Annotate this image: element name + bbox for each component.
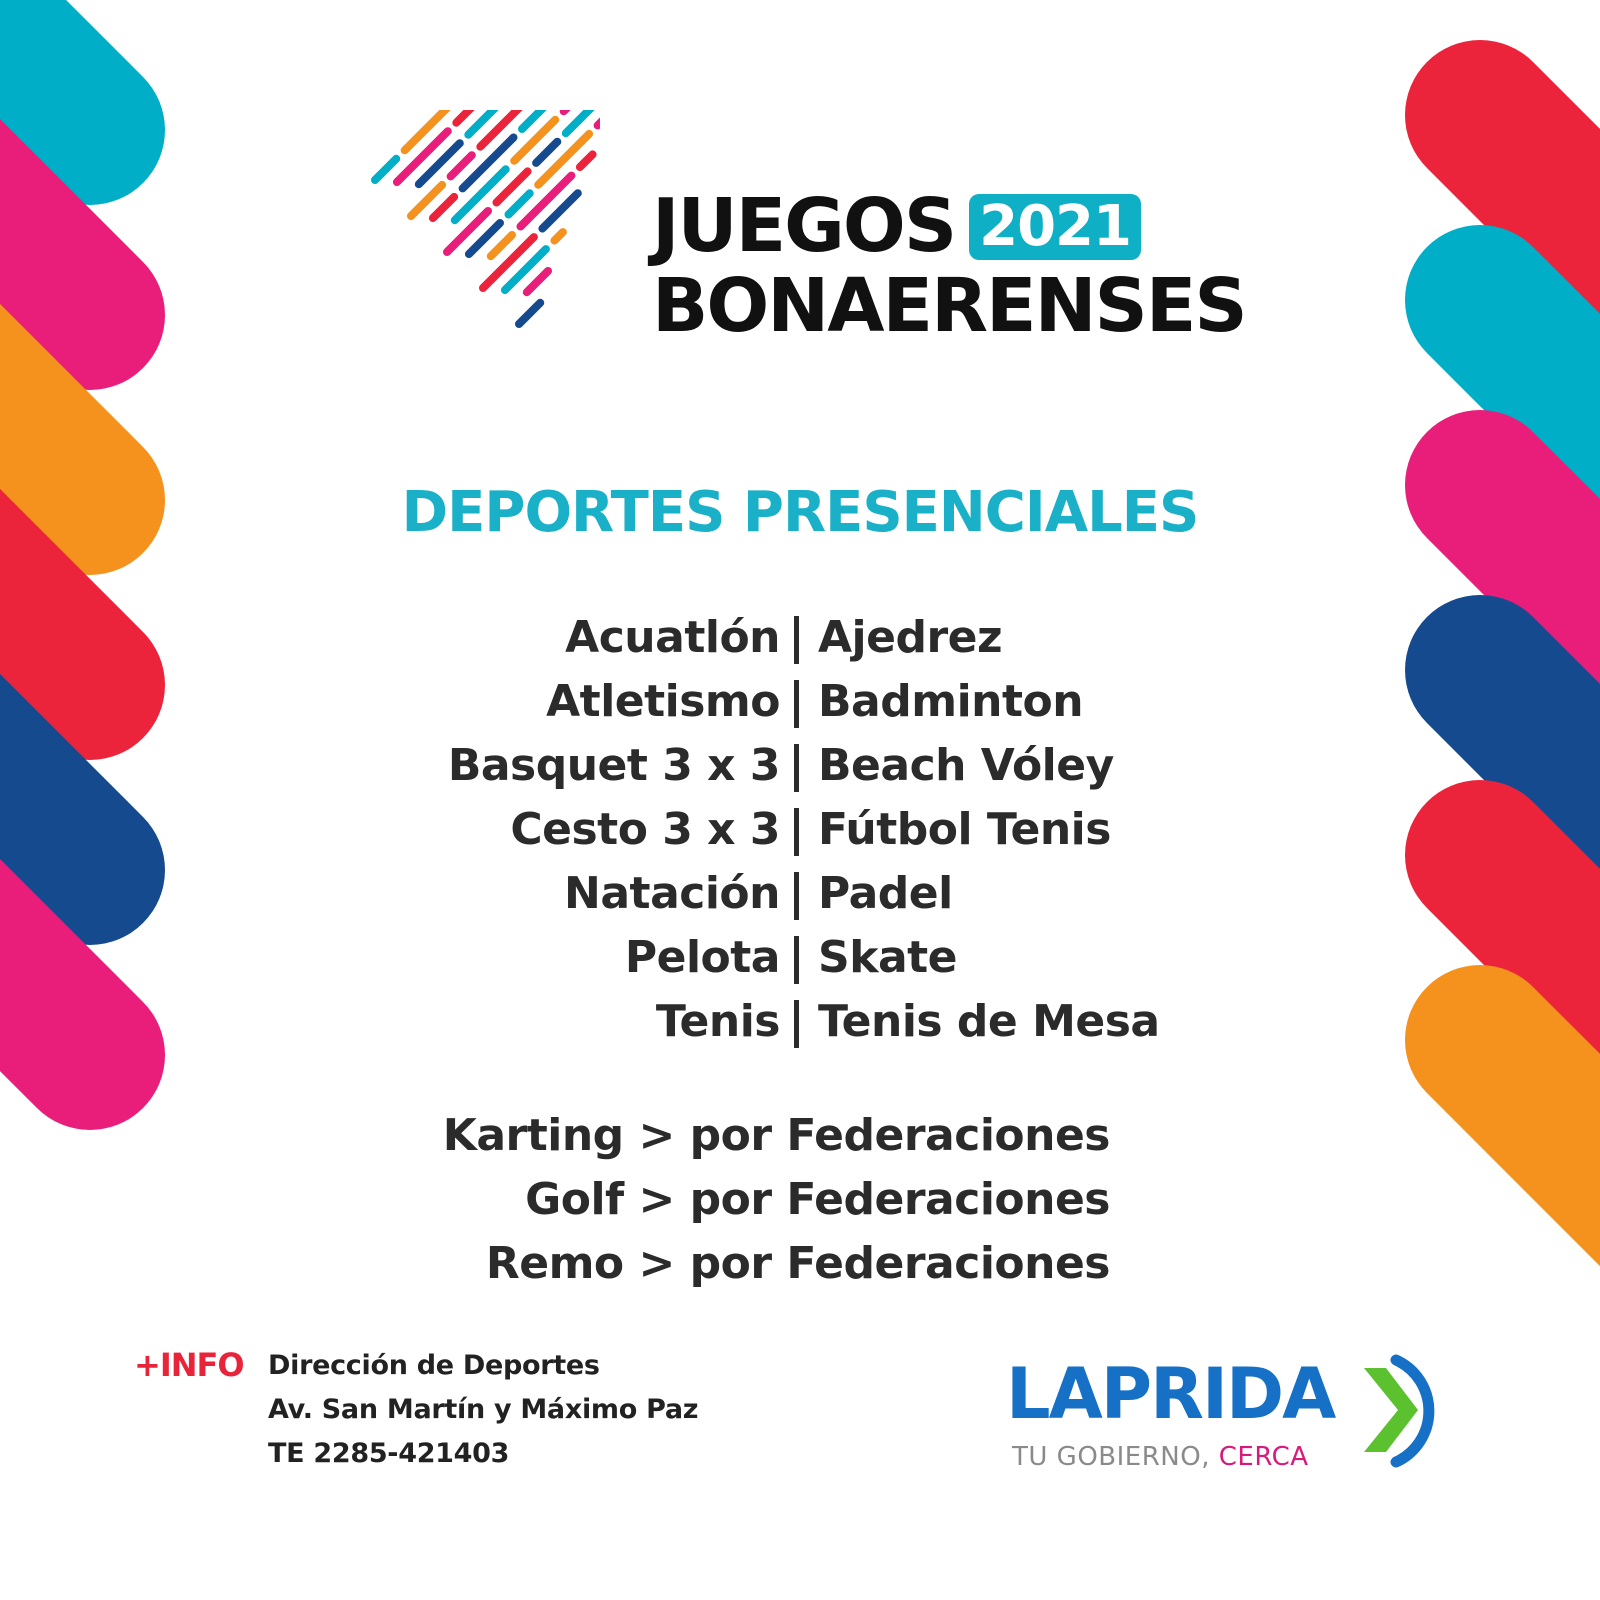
contact-line: Dirección de Deportes [268, 1350, 600, 1381]
logo-dash [483, 237, 534, 288]
year-badge: 2021 [969, 194, 1141, 260]
contact-line: TE 2285-421403 [268, 1438, 510, 1469]
logo-dash [509, 193, 530, 214]
tagline-main: TU GOBIERNO, [1012, 1442, 1219, 1472]
sport-row [0, 926, 1600, 990]
federation-sport-row [0, 1168, 1600, 1232]
federation-sport: Golf > por Federaciones [525, 1174, 1110, 1225]
sport-left: Atletismo [546, 676, 780, 727]
sport-separator [794, 808, 799, 856]
federation-sport: Remo > por Federaciones [485, 1238, 1110, 1289]
logo-dash [451, 155, 472, 176]
section-title: DEPORTES PRESENCIALES [401, 480, 1199, 545]
sport-left: Cesto 3 x 3 [510, 804, 780, 855]
logo-dash [580, 154, 593, 167]
sport-left: Pelota [624, 932, 780, 983]
sport-right: Padel [818, 868, 953, 919]
sport-left: Natación [564, 868, 780, 919]
logo-dash [598, 116, 600, 126]
left-stripe [0, 0, 90, 130]
sport-right: Tenis de Mesa [818, 996, 1160, 1047]
sport-right: Skate [818, 932, 958, 983]
event-title-line-1 [652, 183, 1246, 269]
sport-right: Fútbol Tenis [818, 804, 1111, 855]
logo-dash [564, 110, 584, 111]
logo-dash [554, 232, 563, 241]
sport-separator [794, 616, 799, 664]
logo-dash [375, 159, 396, 180]
laprida-logo-icon [1352, 1354, 1452, 1474]
contact-line: Av. San Martín y Máximo Paz [268, 1394, 699, 1425]
federation-sports-list [0, 1104, 1600, 1296]
logo-dash [519, 303, 540, 324]
sport-separator [794, 1000, 799, 1048]
logo-dash [566, 110, 596, 133]
logo-dash [433, 197, 454, 218]
municipality-name: LAPRIDA [1006, 1353, 1335, 1435]
sport-separator [794, 936, 799, 984]
logo-dash [527, 271, 548, 292]
sport-left: Basquet 3 x 3 [447, 740, 780, 791]
sports-list [0, 606, 1600, 1054]
event-title [652, 183, 1246, 349]
sport-separator [794, 744, 799, 792]
logo-dash [536, 142, 557, 163]
sport-left: Tenis [655, 996, 780, 1047]
logo-dash [455, 169, 506, 220]
logo-dash [538, 134, 589, 185]
logo-dash [463, 138, 514, 189]
sport-right: Badminton [818, 676, 1084, 727]
sport-row [0, 862, 1600, 926]
contact-info [268, 1344, 698, 1476]
sport-separator [794, 872, 799, 920]
juegos-logo-icon [360, 110, 600, 420]
tagline-accent: CERCA [1218, 1442, 1309, 1472]
federation-sport-row [0, 1104, 1600, 1168]
sport-separator [794, 680, 799, 728]
event-title-line-2: BONAERENSES [652, 263, 1246, 349]
municipality-tagline [1012, 1442, 1309, 1472]
logo-dash [491, 235, 512, 256]
sport-row [0, 606, 1600, 670]
sport-row [0, 734, 1600, 798]
sport-right: Beach Vóley [818, 740, 1114, 791]
sport-left: Acuatlón [565, 612, 780, 663]
federation-sport: Karting > por Federaciones [442, 1110, 1110, 1161]
event-title-juegos: JUEGOS [652, 183, 956, 269]
laprida-chevron-shape [1364, 1368, 1418, 1452]
info-label: +INFO [134, 1346, 244, 1384]
federation-sport-row [0, 1232, 1600, 1296]
sport-row [0, 670, 1600, 734]
sport-row [0, 798, 1600, 862]
sport-right: Ajedrez [818, 612, 1003, 663]
logo-dash [397, 131, 448, 182]
logo-dash [521, 176, 572, 227]
sport-row [0, 990, 1600, 1054]
